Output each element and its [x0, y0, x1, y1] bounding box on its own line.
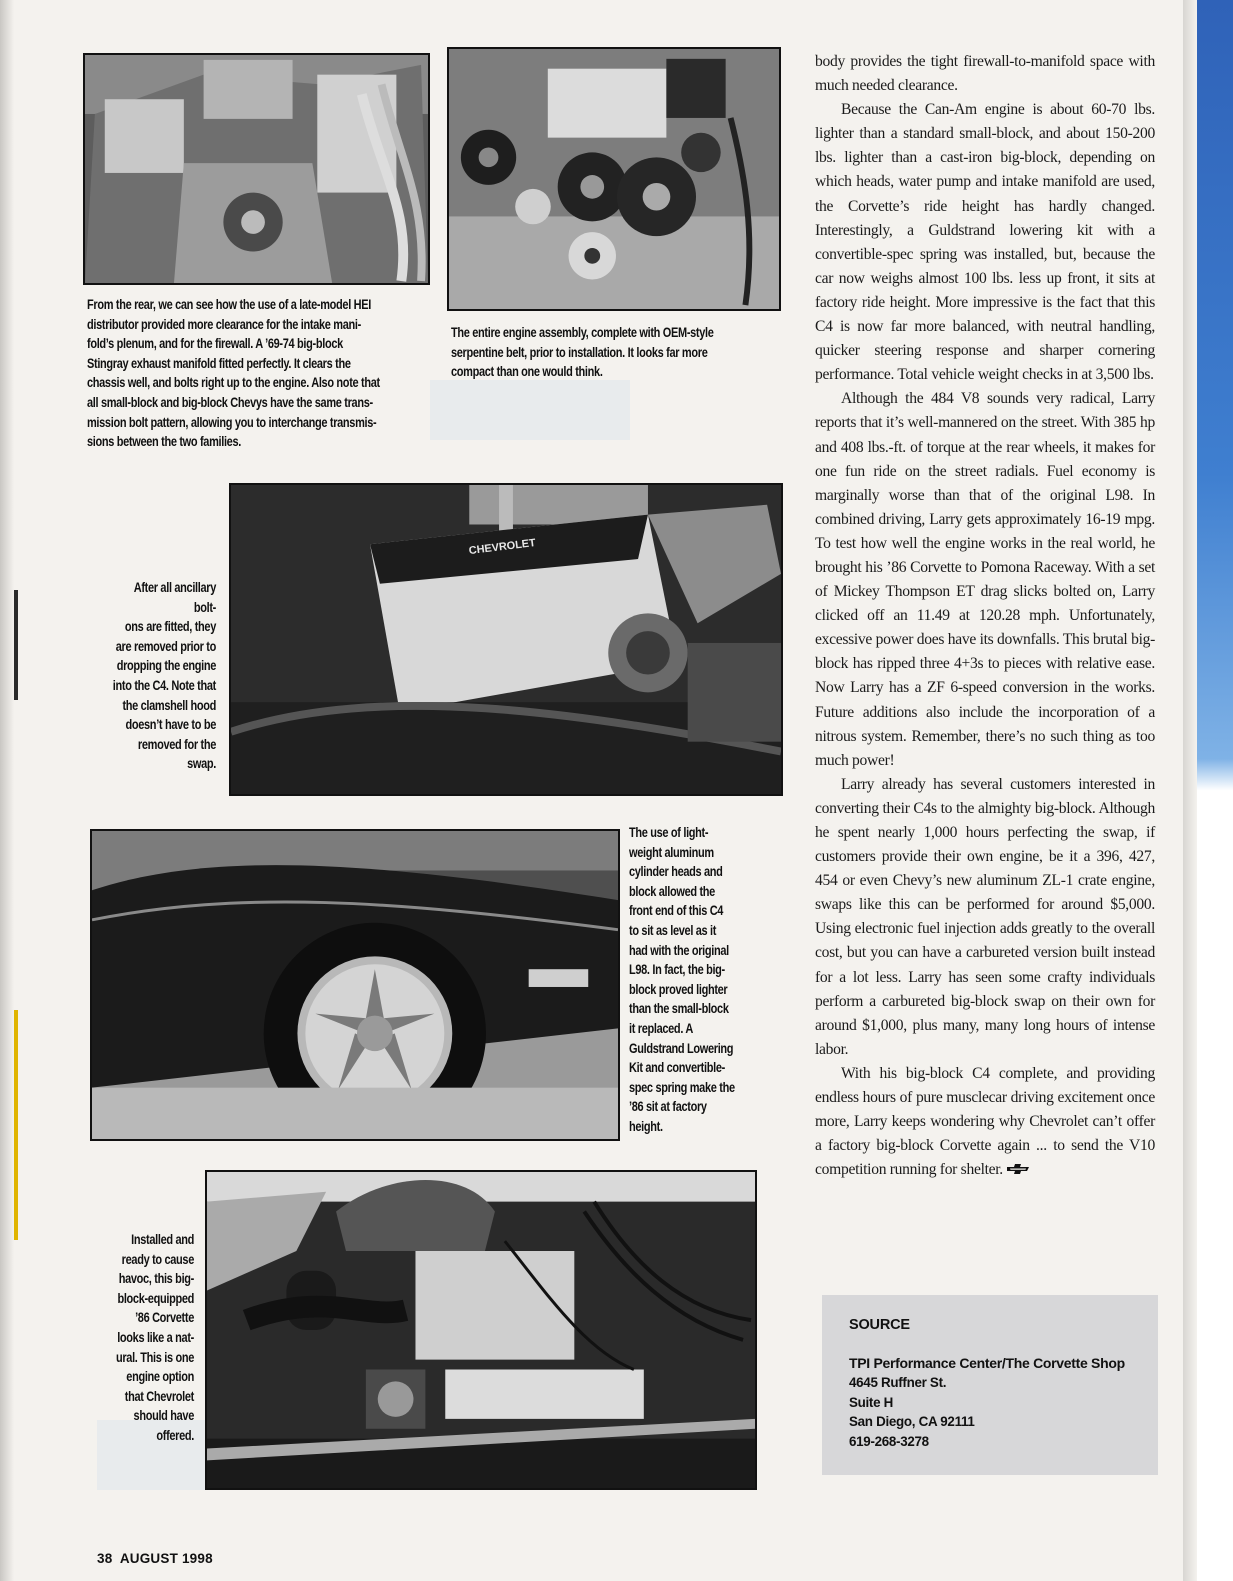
caption-line: removed for the swap. — [137, 736, 216, 772]
chevrolet-bowtie-icon — [1007, 1163, 1029, 1175]
caption-line: After all ancillary bolt- — [133, 580, 216, 615]
caption-line: had with the original — [629, 942, 729, 958]
photo-front-wheel — [90, 829, 620, 1141]
caption-line: offered. — [156, 1427, 194, 1443]
caption-line: From the rear, we can see how the use of a late-model HEI — [87, 297, 371, 312]
article-paragraph: body provides the tight firewall-to-manifold space with much needed clearance. — [815, 53, 1155, 95]
caption-installed-engine — [84, 1230, 194, 1446]
caption-line: ’86 sit at factory — [629, 1099, 707, 1115]
caption-line: block proved lighter — [629, 981, 728, 997]
caption-line: Guldstrand Lowering — [629, 1040, 734, 1056]
caption-line: block-equipped — [117, 1290, 194, 1306]
caption-line: doesn’t have to be — [125, 717, 216, 733]
caption-line: The use of light- — [629, 825, 709, 840]
source-phone: 619-268-3278 — [849, 1433, 929, 1449]
caption-line: fold’s plenum, and for the firewall. A ’69-74 big-block — [87, 336, 343, 352]
article-paragraph: Larry already has several customers interested in converting their C4s to the almighty big-block. Although he spent nearly 1,000 hours perfecting the swap, if customers provide their own engine, be it a 396, 427, 454 or even Chevy’s new aluminum ZL-1 crate engine, swaps like this can be performed for around $5,000. Using electronic fuel injection adds greatly to the overall cost, but you can have a carbureted version built instead for a lot less. Larry has seen some crafty individuals perform a carbureted big-block swap on their own for around $1,000, plus many, many long hours of intense labor. — [815, 775, 1155, 1058]
caption-line: spec spring make the — [629, 1079, 735, 1095]
caption-line: ons are fitted, they — [124, 619, 216, 635]
photo-installed-engine — [205, 1170, 757, 1490]
caption-line: chassis well, and bolts right up to the engine. Also note that — [87, 375, 380, 391]
caption-engine-assembly — [451, 323, 746, 382]
caption-line: to sit as level as it — [629, 922, 717, 938]
caption-line: front end of this C4 — [629, 903, 724, 919]
caption-line: distributor provided more clearance for the intake mani- — [87, 316, 361, 332]
caption-line: height. — [629, 1118, 663, 1134]
caption-line: Stingray exhaust manifold fitted perfectly. It clears the — [87, 355, 351, 371]
caption-line: ’86 Corvette — [135, 1310, 194, 1326]
photo-engine-rear — [83, 53, 430, 285]
caption-line: havoc, this big- — [118, 1271, 194, 1287]
caption-front-wheel — [629, 823, 752, 1137]
valve-cover-text: CHEVROLET — [468, 537, 537, 558]
caption-line: dropping the engine — [116, 658, 216, 674]
page-folio: 38 AUGUST 1998 — [97, 1551, 213, 1566]
source-title: SOURCE — [849, 1317, 910, 1333]
caption-line: cylinder heads and — [629, 864, 723, 880]
caption-line: sions between the two families. — [87, 434, 241, 450]
source-name: TPI Performance Center/The Corvette Shop — [849, 1355, 1125, 1371]
caption-line: serpentine belt, prior to installation. It looks far more — [451, 344, 708, 360]
caption-line: Installed and — [131, 1232, 194, 1247]
caption-engine-rear — [87, 295, 431, 452]
photo-engine-bay-install — [229, 483, 783, 796]
caption-line: all small-block and big-block Chevys have the same trans- — [87, 394, 373, 410]
source-box — [822, 1295, 1158, 1475]
edge-mark — [14, 590, 18, 700]
article-paragraph-last — [815, 1062, 1155, 1182]
caption-line: that Chevrolet — [124, 1388, 194, 1404]
edge-mark — [14, 1010, 18, 1240]
page-left-edge — [0, 0, 14, 1581]
caption-line: the clamshell hood — [122, 697, 216, 713]
caption-engine-bay-install — [86, 578, 216, 774]
source-address-line: 4645 Ruffner St. — [849, 1375, 947, 1390]
caption-line: engine option — [126, 1369, 194, 1385]
article-paragraph: Because the Can-Am engine is about 60-70 lbs. lighter than a standard small-block, and about 150-200 lbs. lighter than a cast-iron big-block, depending on which heads, water pump and intake manifold are used, the Corvette’s ride height has hardly changed. Interestingly, a Guldstrand lowering kit with a convertible-spec spring was installed, but, because the car now weighs almost 100 lbs. less up front, it sits at factory ride height. More impressive is the fact that this C4 is now far more balanced, with neutral handling, quicker steering response and sharper cornering performance. Total vehicle weight checks in at 3,500 lbs. — [815, 101, 1155, 384]
show-through — [430, 380, 630, 440]
caption-line: than the small-block — [629, 1001, 729, 1017]
caption-line: ural. This is one — [115, 1349, 194, 1365]
caption-line: block allowed the — [629, 883, 715, 899]
article-paragraph-text: With his big-block C4 complete, and providing endless hours of pure musclecar driving excitement once more, Larry keeps wondering why Chevrolet can’t offer a factory big-block Corvette again ... to send the V10 competition running for shelter. — [815, 1064, 1155, 1179]
caption-line: mission bolt pattern, allowing you to interchange transmis- — [87, 414, 377, 430]
caption-line: L98. In fact, the big- — [629, 962, 725, 978]
article-paragraph: Although the 484 V8 sounds very radical, Larry reports that it’s well-mannered on the street. With 385 hp and 408 lbs.-ft. of torque at the rear wheels, it makes for one fun ride on the street radials. Fuel economy is marginally worse than that of the original L98. In combined driving, Larry gets approximately 16-19 mpg. To test how well the engine works in the real world, he brought his ’86 Corvette to Pomona Raceway. With a set of Mickey Thompson ET drag slicks bolted on, Larry clicked off an 11.49 at 120.28 mph. Unfortunately, excessive power does have its downfalls. This brutal big-block has ripped three 4+3s to pieces with relative ease. Now Larry has a ZF 6-speed conversion in the works. Future additions also include the incorporation of a nitrous system. Remember, there’s no such thing as too much power! — [815, 390, 1155, 769]
caption-line: looks like a nat- — [117, 1329, 194, 1345]
caption-line: into the C4. Note that — [112, 677, 216, 693]
article-body — [815, 50, 1155, 1182]
source-address-line: San Diego, CA 92111 — [849, 1414, 975, 1430]
page-right-edge — [1183, 0, 1233, 1581]
caption-line: are removed prior to — [115, 638, 216, 654]
caption-line: weight aluminum — [629, 844, 714, 860]
caption-line: ready to cause — [121, 1251, 194, 1267]
caption-line: should have — [133, 1408, 194, 1424]
caption-line: Kit and convertible- — [629, 1060, 725, 1076]
caption-line: The entire engine assembly, complete with OEM-style — [451, 325, 714, 340]
caption-line: it replaced. A — [629, 1020, 693, 1036]
caption-line: compact than one would think. — [451, 364, 603, 380]
source-address-line: Suite H — [849, 1394, 894, 1410]
photo-engine-assembly — [447, 47, 781, 311]
